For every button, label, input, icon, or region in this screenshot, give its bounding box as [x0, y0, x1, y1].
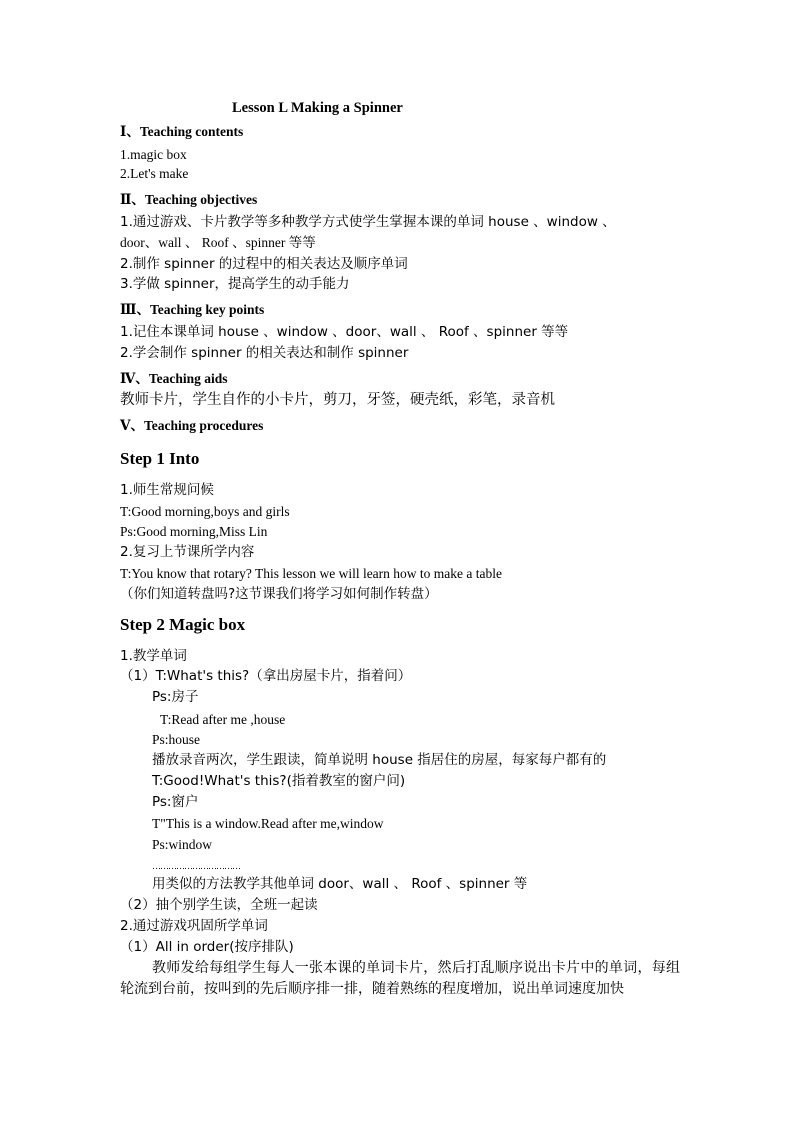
step2-line: Ps:房子	[152, 689, 199, 705]
step2-line-ellipsis: ……………………………	[152, 861, 240, 871]
objectives-item: 3.学做 spinner，提高学生的动手能力	[120, 276, 350, 292]
step2-line: （1）T:What's this?（拿出房屋卡片，指着问）	[120, 668, 412, 684]
section-heading-key-points: Ⅲ、Teaching key points	[120, 302, 265, 317]
step2-line: Ps:house	[152, 732, 201, 747]
step2-line: （1）All in order(按序排队)	[120, 939, 294, 955]
contents-item: 1.magic box	[120, 147, 187, 162]
step2-line: 用类似的方法教学其他单词 door、wall 、 Roof 、spinner 等	[152, 876, 528, 892]
key-points-item: 2.学会制作 spinner 的相关表达和制作 spinner	[120, 345, 409, 361]
step2-paragraph: 教师发给每组学生每人一张本课的单词卡片，然后打乱顺序说出卡片中的单词，每组轮流到台前，按叫到的先后顺序排一排，随着熟练的程度增加，说出单词速度加快	[120, 960, 680, 997]
step2-line: 播放录音两次，学生跟读，简单说明 house 指居住的房屋，每家每户都有的	[152, 752, 607, 768]
step2-line: 1.教学单词	[120, 648, 187, 664]
step1-line: T:Good morning,boys and girls	[120, 504, 290, 519]
step2-line: T"This is a window.Read after me,window	[152, 816, 384, 831]
step1-line: Ps:Good morning,Miss Lin	[120, 524, 268, 539]
objectives-item: 1.通过游戏、卡片教学等多种教学方式使学生掌握本课的单词 house 、window 、	[120, 214, 616, 230]
step2-line: （2）抽个别学生读，全班一起读	[120, 897, 318, 913]
step1-line: 1.师生常规问候	[120, 482, 214, 498]
step2-line: T:Good!What's this?(指着教室的窗户问)	[152, 773, 406, 789]
step1-heading: Step 1 Into	[120, 449, 200, 468]
contents-item: 2.Let's make	[120, 166, 189, 181]
objectives-item: door、wall 、 Roof 、spinner 等等	[120, 235, 316, 250]
key-points-item: 1.记住本课单词 house 、window 、door、wall 、 Roof 、spinner 等等	[120, 324, 569, 340]
objectives-item: 2.制作 spinner 的过程中的相关表达及顺序单词	[120, 256, 408, 272]
step1-line: T:You know that rotary? This lesson we will learn how to make a table	[120, 566, 503, 581]
step1-line: （你们知道转盘吗?这节课我们将学习如何制作转盘）	[120, 586, 438, 602]
section-heading-objectives: Ⅱ、Teaching objectives	[120, 192, 258, 207]
step2-line: Ps:窗户	[152, 794, 199, 810]
lesson-title: Lesson L Making a Spinner	[232, 100, 403, 116]
section-heading-contents: Ⅰ、Teaching contents	[120, 124, 244, 139]
step2-heading: Step 2 Magic box	[120, 615, 246, 634]
aids-text: 教师卡片，学生自作的小卡片，剪刀，牙签，硬壳纸，彩笔，录音机	[120, 392, 555, 408]
step2-line: Ps:window	[152, 837, 213, 852]
section-heading-aids: Ⅳ、Teaching aids	[120, 371, 228, 386]
step2-line: 2.通过游戏巩固所学单词	[120, 918, 268, 934]
step1-line: 2.复习上节课所学内容	[120, 544, 255, 560]
step2-line: T:Read after me ,house	[160, 712, 286, 727]
section-heading-procedures: Ⅴ、Teaching procedures	[120, 418, 264, 433]
